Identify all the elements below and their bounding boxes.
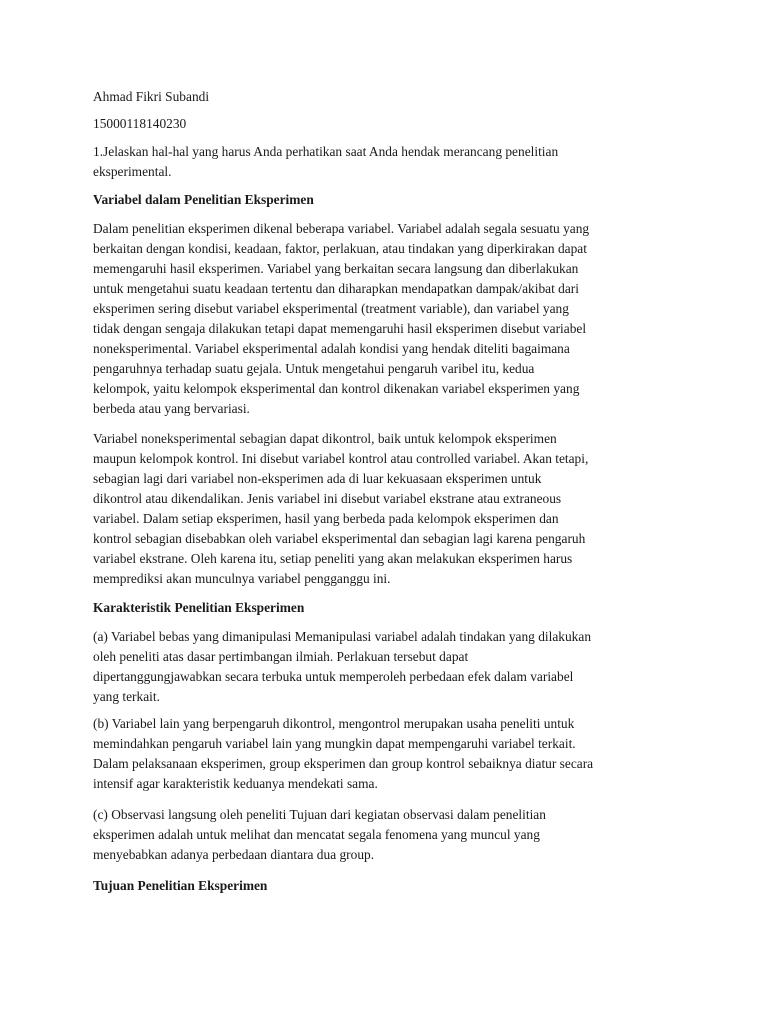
- section-heading-tujuan: Tujuan Penelitian Eksperimen: [93, 878, 268, 893]
- paragraph-variabel-1: Dalam penelitian eksperimen dikenal beberapa variabel. Variabel adalah segala sesuatu yang berkaitan dengan kondisi, keadaan, faktor, perlakuan, atau tindakan yang diperkirakan dapat memengaruhi hasil eksperimen. Variabel yang berkaitan secara langsung dan diberlakukan untuk mengetahui suatu keadaan tertentu dan diharapkan mendapatkan dampak/akibat dari eksperimen sering disebut variabel eksperimental (treatment variable), dan variabel yang tidak dengan sengaja dilakukan tetapi dapat memengaruhi hasil eksperimen disebut variabel noneksperimental. Variabel eksperimental adalah kondisi yang hendak diteliti bagaimana pengaruhnya terhadap suatu gejala. Untuk mengetahui pengaruh varibel itu, kedua kelompok, yaitu kelompok eksperimental dan kontrol dikenakan variabel eksperimen yang berbeda atau yang bervariasi.: [93, 221, 590, 416]
- author-name: Ahmad Fikri Subandi: [93, 89, 210, 104]
- student-id: 15000118140230: [93, 116, 187, 131]
- paragraph-karakteristik-a: (a) Variabel bebas yang dimanipulasi Memanipulasi variabel adalah tindakan yang dilakukan oleh peneliti atas dasar pertimbangan ilmiah. Perlakuan tersebut dapat dipertanggungjawabkan secara terbuka untuk memperoleh perbedaan efek dalam variabel yang terkait.: [93, 629, 592, 704]
- paragraph-variabel-2: Variabel noneksperimental sebagian dapat dikontrol, baik untuk kelompok eksperimen maupun kelompok kontrol. Ini disebut variabel kontrol atau controlled variabel. Akan tetapi, sebagian lagi dari variabel non-eksperimen ada di luar kekuasaan eksperimen untuk dikontrol atau dikendalikan. Jenis variabel ini disebut variabel ekstrane atau extraneous variabel. Dalam setiap eksperimen, hasil yang berbeda pada kelompok eksperimen dan kontrol sebagian disebabkan oleh variabel eksperimental dan sebagian lagi karena pengaruh variabel ekstrane. Oleh karena itu, setiap peneliti yang akan melakukan eksperimen harus memprediksi akan munculnya variabel pengganggu ini.: [93, 431, 589, 586]
- section-heading-karakteristik: Karakteristik Penelitian Eksperimen: [93, 600, 305, 615]
- section-heading-variabel: Variabel dalam Penelitian Eksperimen: [93, 192, 314, 207]
- question-text: 1.Jelaskan hal-hal yang harus Anda perhatikan saat Anda hendak merancang penelitian eksperimental.: [93, 144, 559, 179]
- paragraph-karakteristik-c: (c) Observasi langsung oleh peneliti Tujuan dari kegiatan observasi dalam penelitian eksperimen adalah untuk melihat dan mencatat segala fenomena yang muncul yang menyebabkan adanya perbedaan diantara dua group.: [93, 807, 546, 862]
- paragraph-karakteristik-b: (b) Variabel lain yang berpengaruh dikontrol, mengontrol merupakan usaha peneliti untuk memindahkan pengaruh variabel lain yang mungkin dapat mempengaruhi variabel terkait. Dalam pelaksanaan eksperimen, group eksperimen dan group kontrol sebaiknya diatur secara intensif agar karakteristik keduanya mendekati sama.: [93, 716, 594, 791]
